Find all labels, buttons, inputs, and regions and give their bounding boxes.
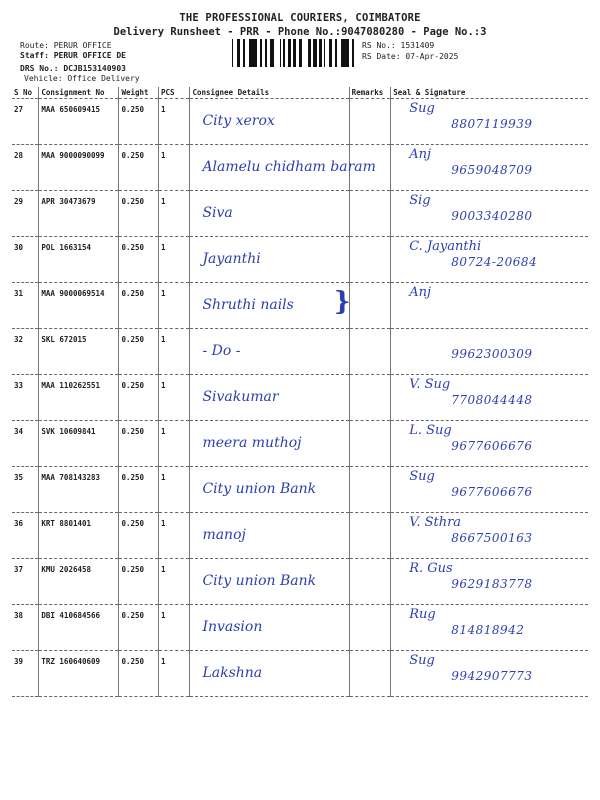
barcode-bar: [346, 39, 349, 67]
cell-consignee: [190, 283, 349, 329]
cell-pcs: 1: [159, 191, 190, 237]
table-row: [12, 283, 588, 329]
cell-remarks: [349, 605, 391, 651]
consignee-handwriting: - Do -: [202, 343, 241, 359]
cell-signature: [391, 191, 588, 237]
cell-consignment-no: SKL 672015: [39, 329, 119, 375]
cell-remarks: [349, 651, 391, 697]
cell-weight: 0.250: [119, 191, 159, 237]
barcode-bar: [308, 39, 309, 67]
signature-handwriting: R. Gus: [409, 561, 453, 576]
barcode-bar: [243, 39, 245, 67]
barcode-bar: [249, 39, 252, 67]
table-row: [12, 651, 588, 697]
cell-weight: 0.250: [119, 99, 159, 145]
table-row: [12, 191, 588, 237]
cell-signature: [391, 283, 588, 329]
cell-sno: 30: [12, 237, 39, 283]
consignee-handwriting: meera muthoj: [202, 435, 302, 451]
barcode-bar: [293, 39, 294, 67]
consignee-handwriting: Shruthi nails: [202, 297, 294, 313]
table-row: [12, 513, 588, 559]
cell-weight: 0.250: [119, 237, 159, 283]
cell-sno: 38: [12, 605, 39, 651]
cell-remarks: [349, 283, 391, 329]
cell-weight: 0.250: [119, 145, 159, 191]
cell-sno: 29: [12, 191, 39, 237]
table-row: [12, 237, 588, 283]
cell-weight: 0.250: [119, 513, 159, 559]
barcode-bar: [309, 39, 311, 67]
cell-signature: [391, 99, 588, 145]
cell-signature: [391, 329, 588, 375]
cell-consignment-no: KMU 2026458: [39, 559, 119, 605]
staff-label: Staff: PERUR OFFICE DE: [20, 51, 126, 60]
signature-handwriting: V. Sthra: [409, 515, 462, 530]
signature-handwriting: Anj: [409, 147, 431, 162]
barcode-bar: [265, 39, 266, 67]
cell-sno: 31: [12, 283, 39, 329]
signature-handwriting: Sug: [409, 101, 435, 116]
cell-consignment-no: DBI 410684566: [39, 605, 119, 651]
cell-weight: 0.250: [119, 421, 159, 467]
col-header-consignee: Consignee Details: [190, 87, 349, 99]
cell-signature: [391, 605, 588, 651]
phone-handwriting: 7708044448: [451, 393, 533, 407]
cell-weight: 0.250: [119, 375, 159, 421]
cell-pcs: 1: [159, 329, 190, 375]
barcode-bar: [260, 39, 262, 67]
barcode-bar: [270, 39, 272, 67]
table-row: [12, 329, 588, 375]
cell-signature: [391, 559, 588, 605]
signature-handwriting: C. Jayanthi: [409, 239, 482, 254]
barcode-bar: [335, 39, 337, 67]
cell-weight: 0.250: [119, 605, 159, 651]
cell-pcs: 1: [159, 145, 190, 191]
barcode-bar: [254, 39, 257, 67]
consignee-handwriting: Lakshna: [202, 665, 263, 681]
cell-weight: 0.250: [119, 467, 159, 513]
cell-consignee: [190, 513, 349, 559]
cell-remarks: [349, 191, 391, 237]
barcode-bar: [314, 39, 317, 67]
cell-consignment-no: MAA 9000090099: [39, 145, 119, 191]
table-row: [12, 145, 588, 191]
cell-sno: 37: [12, 559, 39, 605]
table-row: [12, 375, 588, 421]
cell-weight: 0.250: [119, 651, 159, 697]
barcode-bar: [319, 39, 321, 67]
consignee-handwriting: Sivakumar: [202, 389, 279, 405]
cell-consignee: [190, 329, 349, 375]
cell-consignee: [190, 237, 349, 283]
cell-sno: 33: [12, 375, 39, 421]
cell-weight: 0.250: [119, 329, 159, 375]
consignee-handwriting: manoj: [202, 527, 246, 543]
barcode-bar: [299, 39, 302, 67]
cell-pcs: 1: [159, 421, 190, 467]
cell-remarks: [349, 237, 391, 283]
barcode-bar: [288, 39, 291, 67]
cell-consignment-no: MAA 650609415: [39, 99, 119, 145]
cell-pcs: 1: [159, 467, 190, 513]
phone-handwriting: 9942907773: [451, 669, 533, 683]
cell-consignee: [190, 421, 349, 467]
cell-weight: 0.250: [119, 559, 159, 605]
cell-signature: [391, 651, 588, 697]
cell-pcs: 1: [159, 651, 190, 697]
cell-remarks: [349, 421, 391, 467]
cell-remarks: [349, 375, 391, 421]
company-title: THE PROFESSIONAL COURIERS, COIMBATORE: [179, 12, 421, 24]
cell-signature: [391, 375, 588, 421]
phone-handwriting: 8667500163: [451, 531, 533, 545]
route-label: Route: PERUR OFFICE: [20, 41, 112, 50]
consignee-handwriting: City xerox: [202, 113, 275, 129]
barcode-bar: [294, 39, 296, 67]
consignee-handwriting: Alamelu chidham baram: [202, 159, 376, 175]
consignee-handwriting: Jayanthi: [202, 251, 261, 267]
cell-consignment-no: KRT 8801401: [39, 513, 119, 559]
cell-consignee: [190, 605, 349, 651]
barcode-bar: [329, 39, 332, 67]
cell-remarks: [349, 329, 391, 375]
cell-pcs: 1: [159, 375, 190, 421]
cell-consignee: [190, 375, 349, 421]
barcode-bar: [272, 39, 274, 67]
cell-sno: 35: [12, 467, 39, 513]
col-header-consignment: Consignment No: [39, 87, 119, 99]
cell-remarks: [349, 559, 391, 605]
cell-consignee: [190, 191, 349, 237]
signature-handwriting: L. Sug: [409, 423, 452, 438]
barcode-bar: [280, 39, 281, 67]
cell-signature: [391, 513, 588, 559]
table-row: [12, 559, 588, 605]
table-row: [12, 467, 588, 513]
rs-no-label: RS No.: 1531409: [362, 41, 435, 50]
cell-signature: [391, 237, 588, 283]
cell-sno: 39: [12, 651, 39, 697]
cell-signature: [391, 421, 588, 467]
signature-handwriting: Rug: [409, 607, 436, 622]
brace-mark: }: [333, 287, 351, 317]
runsheet-subtitle: Delivery Runsheet - PRR - Phone No.:9047080280 - Page No.:3: [113, 26, 487, 38]
cell-consignee: [190, 145, 376, 191]
phone-handwriting: 9629183778: [451, 577, 533, 591]
cell-consignment-no: APR 30473679: [39, 191, 119, 237]
signature-handwriting: Anj: [409, 285, 431, 300]
col-header-weight: Weight: [119, 87, 159, 99]
cell-remarks: [349, 467, 391, 513]
cell-consignment-no: SVK 10609841: [39, 421, 119, 467]
cell-sno: 34: [12, 421, 39, 467]
col-header-remarks: Remarks: [349, 87, 391, 99]
cell-consignment-no: MAA 110262551: [39, 375, 119, 421]
barcode-image: [232, 39, 354, 67]
phone-handwriting: 9962300309: [451, 347, 533, 361]
barcode-bar: [324, 39, 325, 67]
barcode-bar: [283, 39, 285, 67]
phone-handwriting: 9677606676: [451, 439, 533, 453]
barcode-bar: [321, 39, 322, 67]
cell-signature: [391, 467, 588, 513]
cell-consignment-no: MAA 9000069514: [39, 283, 119, 329]
cell-pcs: 1: [159, 513, 190, 559]
consignee-handwriting: City union Bank: [202, 573, 317, 589]
barcode-bar: [266, 39, 267, 67]
cell-consignment-no: POL 1663154: [39, 237, 119, 283]
cell-consignee: [190, 559, 349, 605]
cell-remarks: [349, 513, 391, 559]
barcode-bar: [237, 39, 240, 67]
cell-weight: 0.250: [119, 283, 159, 329]
cell-consignment-no: MAA 708143283: [39, 467, 119, 513]
signature-handwriting: Sig: [409, 193, 431, 208]
drs-label: DRS No.: DCJB153140903: [20, 64, 126, 73]
barcode-bar: [341, 39, 344, 67]
barcode-bar: [313, 39, 314, 67]
cell-consignment-no: TRZ 160640609: [39, 651, 119, 697]
consignee-handwriting: Siva: [202, 205, 233, 221]
barcode-bar: [352, 39, 354, 67]
cell-sno: 27: [12, 99, 39, 145]
table-row: [12, 99, 588, 145]
signature-handwriting: Sug: [409, 469, 435, 484]
cell-pcs: 1: [159, 283, 190, 329]
cell-signature: [391, 145, 588, 191]
table-row: [12, 605, 588, 651]
signature-handwriting: V. Sug: [409, 377, 451, 392]
col-header-pcs: PCS: [159, 87, 190, 99]
cell-sno: 36: [12, 513, 39, 559]
phone-handwriting: 8807119939: [451, 117, 533, 131]
cell-consignee: [190, 467, 349, 513]
cell-sno: 32: [12, 329, 39, 375]
col-header-sno: S No: [12, 87, 39, 99]
cell-remarks: [349, 99, 391, 145]
consignee-handwriting: City union Bank: [202, 481, 317, 497]
runsheet-table: [12, 87, 588, 697]
phone-handwriting: 9677606676: [451, 485, 533, 499]
phone-handwriting: 9659048709: [451, 163, 533, 177]
barcode-bar: [344, 39, 346, 67]
barcode-bar: [232, 39, 233, 67]
signature-handwriting: Sug: [409, 653, 435, 668]
cell-pcs: 1: [159, 605, 190, 651]
cell-sno: 28: [12, 145, 39, 191]
col-header-signature: Seal & Signature: [391, 87, 588, 99]
cell-pcs: 1: [159, 99, 190, 145]
cell-consignee: [190, 651, 349, 697]
phone-handwriting: 80724-20684: [451, 255, 538, 269]
rs-date-label: RS Date: 07-Apr-2025: [362, 52, 459, 61]
vehicle-label: Vehicle: Office Delivery: [24, 74, 140, 83]
consignee-handwriting: Invasion: [202, 619, 263, 635]
phone-handwriting: 9003340280: [451, 209, 533, 223]
cell-pcs: 1: [159, 559, 190, 605]
phone-handwriting: 814818942: [451, 623, 525, 637]
barcode-bar: [252, 39, 254, 67]
cell-consignee: [190, 99, 349, 145]
cell-pcs: 1: [159, 237, 190, 283]
table-row: [12, 421, 588, 467]
table-header-row: [12, 87, 588, 99]
